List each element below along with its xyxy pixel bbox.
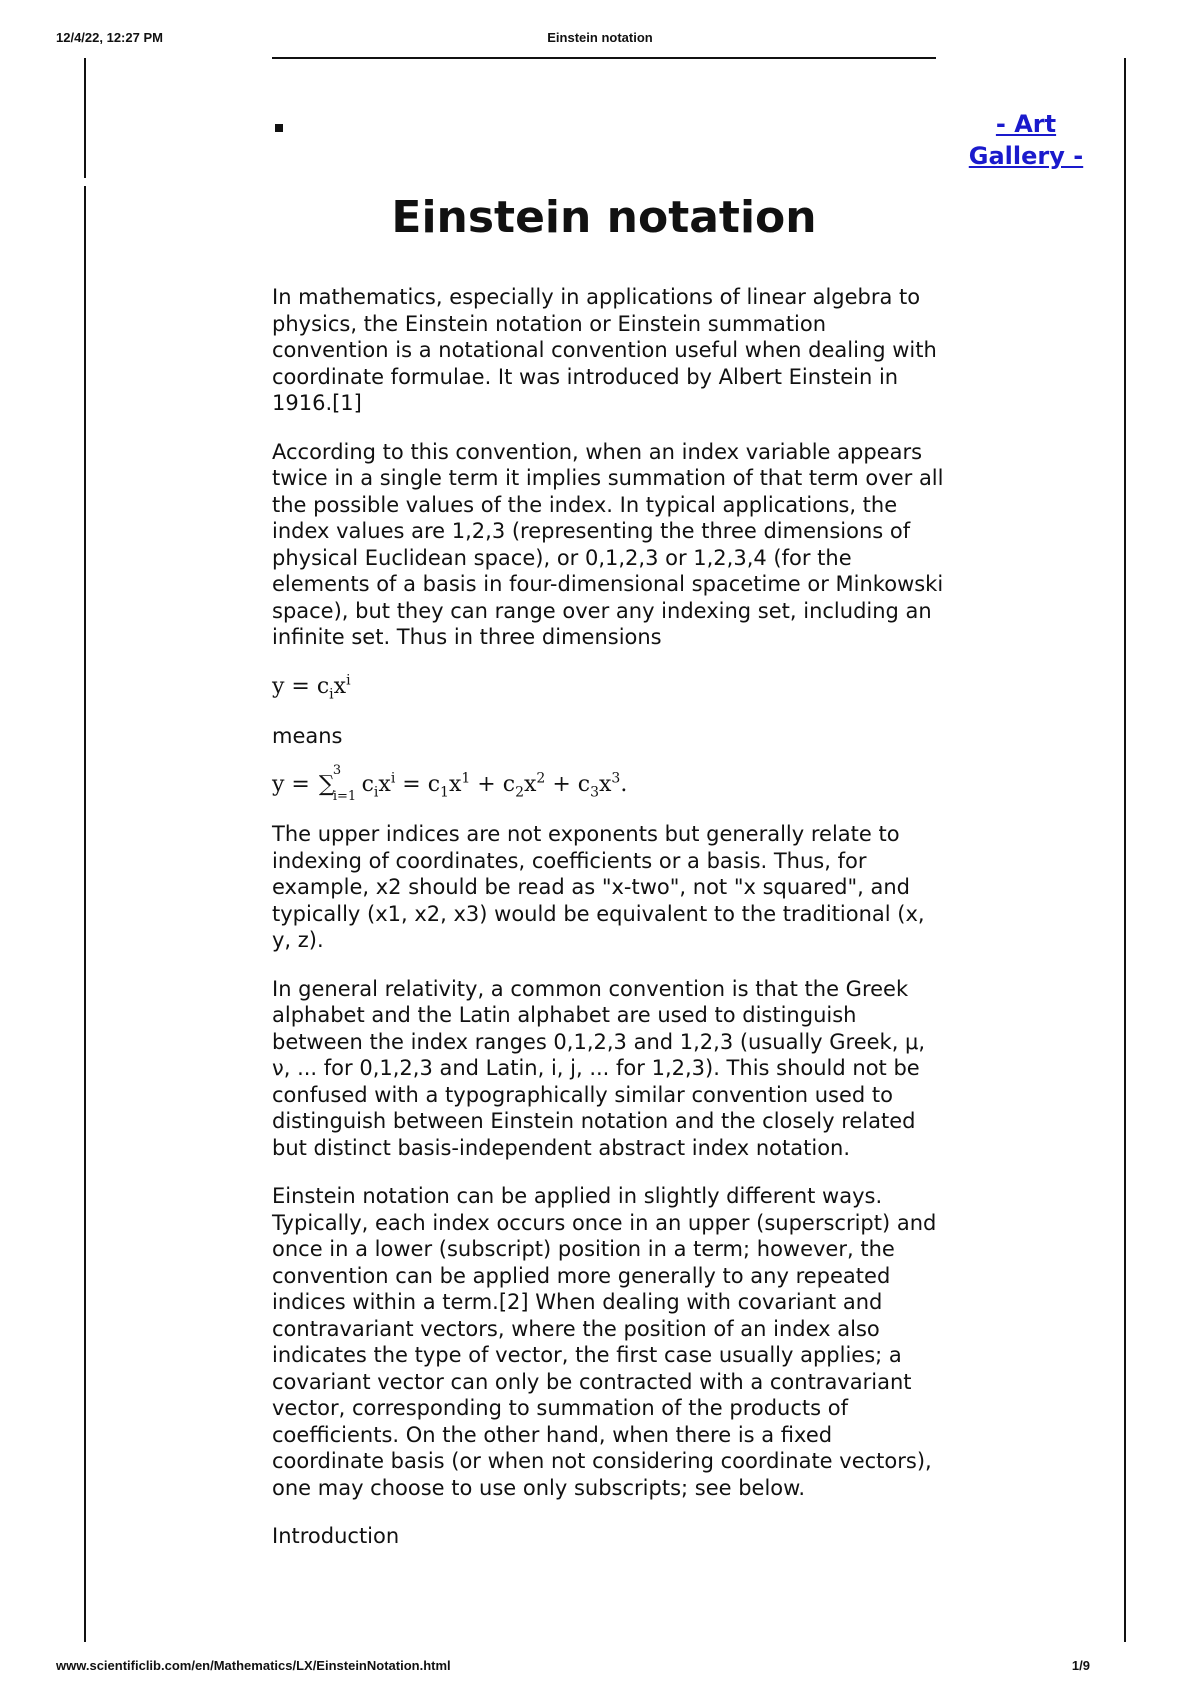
eq2-term2-sup: 2 <box>536 770 546 787</box>
eq2-term0-sub: i <box>373 784 379 801</box>
eq2-term3-x: x <box>599 772 612 797</box>
paragraph-convention: According to this convention, when an index variable appears twice in a single term it implies summation of that term over all the possible values of the index. In typical applications, the index values are 1,2,3 (representing the three dimensions of physical Euclidean space), or 0,1,2,3 or 1,2,3,4 (for the elements of a basis in four-dimensional spacetime or Minkowski space), but they can range over any indexing set, including an infinite set. Thus in three dimensions <box>272 439 944 649</box>
header-rule <box>272 57 936 59</box>
print-url: www.scientificlib.com/en/Mathematics/LX/EinsteinNotation.html <box>56 1658 451 1673</box>
eq1-sup: i <box>346 672 351 689</box>
print-datetime: 12/4/22, 12:27 PM <box>56 30 163 45</box>
art-gallery-link-line2: Gallery - <box>968 142 1084 170</box>
paragraph-upper-indices: The upper indices are not exponents but generally relate to indexing of coordinates, coefficients or a basis. Thus, for example, x2 should be read as "x-two", not "x squared", and typically (x1, x2, x3) would be equivalent to the traditional (x, y, z). <box>272 822 925 952</box>
eq2-equals: = c <box>395 772 441 797</box>
frame-left-line <box>84 186 86 1642</box>
eq2-term3-sub: 3 <box>590 784 599 801</box>
paragraph-means: means <box>272 723 343 748</box>
eq2-term3-sup: 3 <box>611 770 621 787</box>
eq2-term0-x: x <box>378 772 391 797</box>
art-gallery-link[interactable] <box>956 108 1096 172</box>
eq1-sub: i <box>329 685 334 702</box>
print-page-title: Einstein notation <box>547 30 653 45</box>
eq2-plus1: + c <box>470 772 516 797</box>
eq2-plus2: + c <box>545 772 591 797</box>
equation-expanded <box>272 763 944 804</box>
paragraph-applications: Einstein notation can be applied in slightly different ways. Typically, each index occurs once in an upper (superscript) and once in a lower (subscript) position in a term; however, the convention can be applied more generally to any repeated indices within a term.[2] When dealing with covariant and contravariant vectors, where the position of an index also indicates the type of vector, the first case usually applies; a covariant vector can only be contracted with a contravariant vector, corresponding to summation of the products of coefficients. On the other hand, when there is a fixed coordinate basis (or when not considering coordinate vectors), one may choose to use only subscripts; see below. <box>272 1184 937 1500</box>
eq2-term0-c: c <box>354 772 374 797</box>
paragraph-intro: In mathematics, especially in applications of linear algebra to physics, the Einstein notation or Einstein summation convention is a notational convention useful when dealing with coordinate formulae. It was introduced by Albert Einstein in 1916.[1] <box>272 285 937 415</box>
summation-operator <box>318 763 357 804</box>
eq2-term2-sub: 2 <box>515 784 524 801</box>
section-heading-introduction: Introduction <box>272 1524 400 1548</box>
eq2-lhs: y = <box>272 772 317 797</box>
print-header <box>0 30 1200 50</box>
eq2-term1-sup: 1 <box>461 770 471 787</box>
eq1-lhs: y = c <box>272 673 330 699</box>
frame-left-line-top <box>84 58 86 178</box>
eq2-term0-sup: i <box>390 770 396 787</box>
print-page-number: 1/9 <box>1071 1658 1090 1673</box>
eq1-x: x <box>333 673 347 699</box>
sum-upper-limit: 3 <box>332 763 342 778</box>
page-title: Einstein notation <box>391 192 817 243</box>
eq2-term2-x: x <box>523 772 537 797</box>
sum-symbol: ∑ <box>318 772 335 797</box>
art-gallery-link-line1: - Art <box>995 110 1057 138</box>
eq2-end: . <box>620 772 628 797</box>
bullet-square-icon <box>275 124 283 132</box>
print-footer <box>0 1658 1200 1678</box>
frame-right-line <box>1124 58 1126 1642</box>
article-body <box>272 284 944 1572</box>
equation-short-form <box>272 673 944 701</box>
eq2-term1-sub: 1 <box>440 784 449 801</box>
sum-lower-limit: i=1 <box>332 789 357 804</box>
paragraph-general-relativity: In general relativity, a common convention is that the Greek alphabet and the Latin alphabet are used to distinguish between the index ranges 0,1,2,3 and 1,2,3 (usually Greek, μ, ν, ... for 0,1,2,3 and Latin, i, j, ... for 1,2,3). This should not be confused with a typographically similar convention used to distinguish between Einstein notation and the closely related but distinct basis-independent abstract index notation. <box>272 976 926 1160</box>
eq2-term1-x: x <box>448 772 462 797</box>
